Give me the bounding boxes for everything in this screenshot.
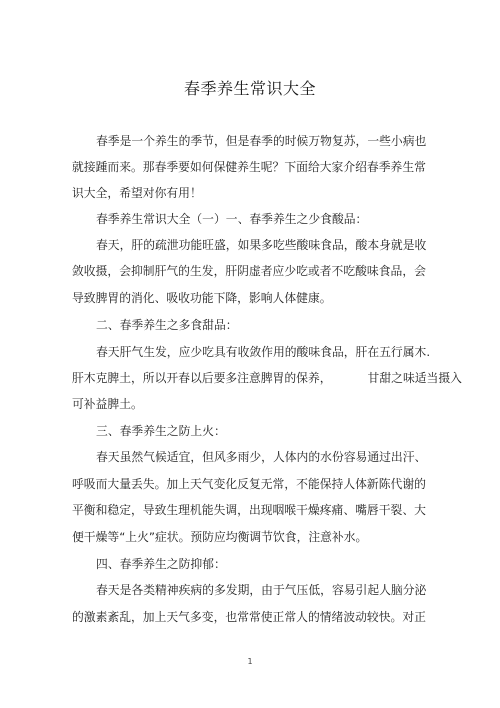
page-number: 1 bbox=[247, 657, 253, 666]
body-line: 敛收摄，会抑制肝气的生发，肝阴虚者应少吃或者不吃酸味食品，会 bbox=[72, 264, 426, 278]
body-line: 春天虽然气候适宜，但风多雨少，人体内的水份容易通过出汗、 bbox=[96, 450, 427, 464]
body-line: 春天是各类精神疾病的多发期，由于气压低，容易引起人脑分泌 bbox=[96, 583, 427, 597]
body-line bbox=[72, 371, 462, 385]
section-heading: 二、春季养生之多食甜品： bbox=[96, 318, 238, 332]
body-line: 便干燥等“上火”症状。预防应均衡调节饮食，注意补水。 bbox=[72, 530, 368, 544]
section-heading: 春季养生常识大全（一）一、春季养生之少食酸品： bbox=[96, 212, 368, 226]
body-line: 导致脾胃的消化、吸收功能下降，影响人体健康。 bbox=[72, 291, 332, 305]
body-line: 呼吸而大量丢失。加上天气变化反复无常，不能保持人体新陈代谢的 bbox=[72, 477, 426, 491]
body-line-part: 肝木克脾土，所以开春以后要多注意脾胃的保养， bbox=[72, 371, 332, 385]
section-heading: 三、春季养生之防上火： bbox=[96, 424, 226, 438]
section-heading: 四、春季养生之防抑郁： bbox=[96, 557, 226, 571]
body-line: 就接踵而来。那春季要如何保健养生呢？下面给大家介绍春季养生常 bbox=[72, 160, 426, 174]
body-line: 识大全，希望对你有用！ bbox=[72, 186, 202, 200]
body-line: 可补益脾土。 bbox=[72, 397, 143, 411]
body-line: 平衡和稳定，导致生理机能失调，出现咽喉干燥疼痛、嘴唇干裂、大 bbox=[72, 503, 426, 517]
body-line: 春天，肝的疏泄功能旺盛，如果多吃些酸味食品，酸本身就是收 bbox=[96, 238, 427, 252]
document-title: 春季养生常识大全 bbox=[183, 79, 316, 98]
body-line: 春天肝气生发，应少吃具有收敛作用的酸味食品，肝在五行属木. bbox=[96, 345, 431, 359]
body-line: 的激素紊乱，加上天气多变，也常常使正常人的情绪波动较快。对正 bbox=[72, 610, 426, 624]
body-line: 春季是一个养生的季节，但是春季的时候万物复苏，一些小病也 bbox=[96, 134, 427, 148]
body-line-part: 甘甜之味适当摄入 bbox=[367, 371, 462, 385]
